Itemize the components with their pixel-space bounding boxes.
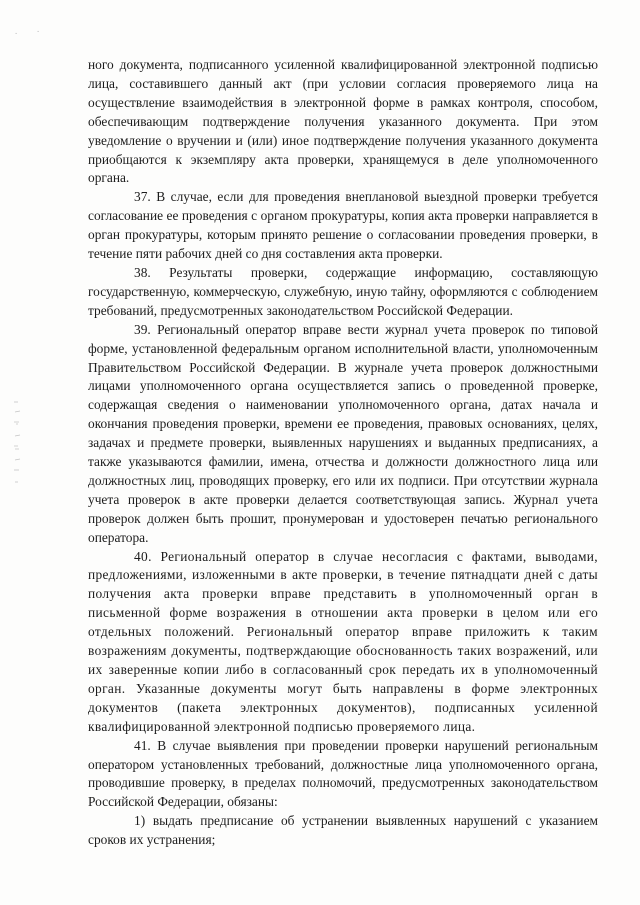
paragraph-clause-40: 40. Региональный оператор в случае несогласия с фактами, выводами, предложениями, изложенными в акте проверки, в течение пятнадцати дней с даты получения акта проверки вправе представить в уполномоченный орган в письменной форме возражения в отношении акта проверки в целом или его отдельных положений. Региональный оператор вправе приложить к таким возражениям документы, подтверждающие обоснованность таких возражений, или их заверенные копии либо в согласованный срок передать их в уполномоченный орган. Указанные документы могут быть направлены в форме электронных документов (пакета электронных документов), подписанных усиленной квалифицированной электронной подписью проверяемого лица.: [88, 548, 598, 734]
paragraph-clause-41-item-1: 1) выдать предписание об устранении выявленных нарушений с указанием сроков их устранения;: [88, 813, 598, 848]
paragraph-continuation: ного документа, подписанного усиленной квалифицированной электронной подписью лица, составившего данный акт (при условии согласия проверяемого лица на осуществление взаимодействия в электронной форме в рамках контроля, способом, обеспечивающим подтверждение получения указанного документа. При этом уведомление о вручении и (или) иное подтверждение получения указанного документа приобщаются к экземпляру акта проверки, хранящемуся в деле уполномоченного органа.: [88, 57, 598, 186]
paragraph-clause-38: 38. Результаты проверки, содержащие информацию, составляющую государственную, коммерческую, служебную, иную тайну, оформляются с соблюдением требований, предусмотренных законодательством Российской Федерации.: [88, 264, 598, 318]
scan-artifact: ·: [14, 30, 19, 38]
document-body: [88, 56, 598, 850]
paragraph-clause-41: 41. В случае выявления при проведении проверки нарушений региональным оператором установленных требований, должностные лица уполномоченного органа, проводившие проверку, в пределах полномочий, предусмотренных законодательством Российской Федерации, обязаны:: [88, 737, 598, 810]
paragraph-clause-39: 39. Региональный оператор вправе вести журнал учета проверок по типовой форме, установленной федеральным органом исполнительной власти, уполномоченным Правительством Российской Федерации. В журнале учета проверок должностными лицами уполномоченного органа осуществляется запись о проведенной проверке, содержащая сведения о наименовании уполномоченного органа, датах начала и окончания проведения проверки, времени ее проведения, правовых основаниях, целях, задачах и предмете проверки, выявленных нарушениях и выданных предписаниях, а также указываются фамилии, имена, отчества и должности должностного лица или должностных лиц, проводящих проверку, его или их подписи. При отсутствии журнала учета проверок в акте проверки делается соответствующая запись. Журнал учета проверок должен быть прошит, пронумерован и удостоверен печатью регионального оператора.: [88, 321, 598, 545]
margin-scan-marks: [10, 398, 30, 488]
scan-artifact: ·: [36, 28, 41, 36]
paragraph-clause-37: 37. В случае, если для проведения внеплановой выездной проверки требуется согласование ее проведения с органом прокуратуры, копия акта проверки направляется в орган прокуратуры, которым принято решение о согласовании проведения проверки, в течение пяти рабочих дней со дня составления акта проверки.: [88, 189, 598, 262]
